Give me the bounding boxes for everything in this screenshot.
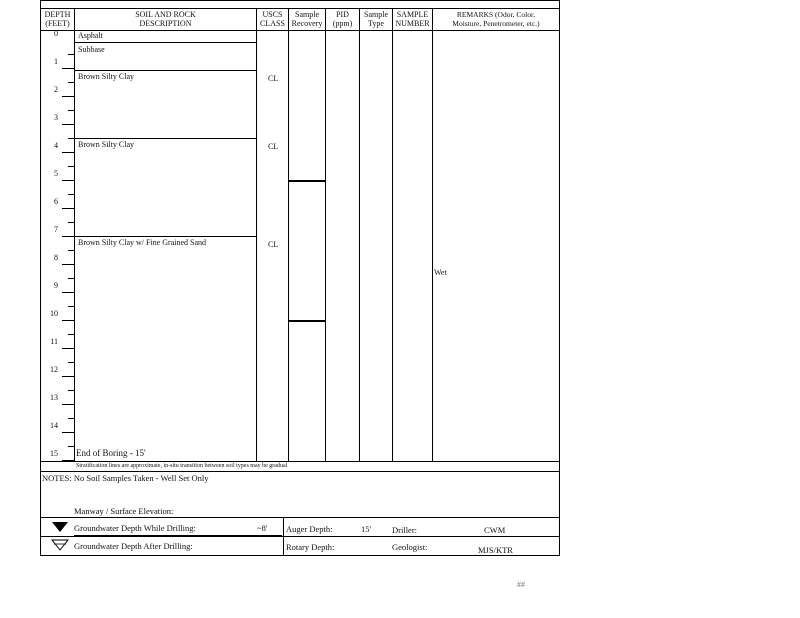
depth-tick [62,376,74,377]
footer-mid-line [40,536,560,537]
uscs-class-1: CL [268,74,279,83]
header-recovery: Sample Recovery [291,10,323,28]
depth-tick [62,96,74,97]
col-sep-pid [359,8,360,461]
layer-line-subbase [75,70,256,71]
depth-tick [62,264,74,265]
depth-minor-tick [68,194,74,195]
driller-label: Driller: [392,525,418,535]
depth-minor-tick [68,418,74,419]
depth-minor-tick [68,166,74,167]
stratification-footnote: Stratification lines are approximate, in-situ transition between soil types may be gradual [76,463,288,469]
layer-desc-clay-sand: Brown Silty Clay w/ Fine Grained Sand [78,238,206,247]
header-divider [40,8,560,9]
depth-mark: 5 [54,169,58,178]
layer-desc-end: End of Boring - 15' [76,448,146,458]
depth-tick [62,292,74,293]
depth-tick [62,208,74,209]
depth-minor-tick [68,446,74,447]
rotary-label: Rotary Depth: [286,542,335,552]
layer-line-clay-2 [75,236,256,237]
col-sep-uscs [288,8,289,461]
gw-while-label: Groundwater Depth While Drilling: [74,523,196,533]
notes-top-line [40,471,560,472]
depth-minor-tick [68,362,74,363]
header-pid: PID (ppm) [332,10,353,28]
header-soil-desc: SOIL AND ROCK DESCRIPTION [135,10,196,28]
header-bottom [40,30,560,31]
geologist-value: MJS/KTR [478,545,513,555]
header-number: SAMPLE NUMBER [395,10,430,28]
depth-minor-tick [68,334,74,335]
layer-line-clay-1 [75,138,256,139]
top-border [40,0,560,1]
recovery-mark-2 [288,320,325,322]
driller-value: CWM [484,525,506,535]
table-bottom-line [40,461,560,462]
depth-minor-tick [68,222,74,223]
depth-tick [62,348,74,349]
header-uscs: USCS CLASS [260,10,285,28]
uscs-class-3: CL [268,240,279,249]
depth-minor-tick [68,54,74,55]
depth-minor-tick [68,390,74,391]
footer-bottom-line [40,555,560,556]
depth-minor-tick [68,278,74,279]
depth-minor-tick [68,306,74,307]
depth-tick [62,68,74,69]
depth-minor-tick [68,110,74,111]
auger-value: 15' [361,524,372,534]
depth-mark: 1 [54,57,58,66]
header-depth: DEPTH (FEET) [44,10,71,28]
depth-tick [62,236,74,237]
col-sep-type [392,8,393,461]
depth-minor-tick [68,250,74,251]
col-sep-depth [74,8,75,461]
depth-mark: 7 [54,225,58,234]
layer-desc-clay-2: Brown Silty Clay [78,140,135,149]
depth-mark: 9 [54,281,58,290]
header-remarks: REMARKS (Odor, Color, Moisture, Penetrometer, etc.) [452,10,540,28]
geologist-label: Geologist: [392,542,428,552]
remark-wet: Wet [434,268,447,277]
depth-minor-tick [68,82,74,83]
uscs-class-2: CL [268,142,279,151]
depth-mark: 14 [50,421,58,430]
depth-tick [62,152,74,153]
auger-label: Auger Depth: [286,524,333,534]
layer-line-asphalt [75,42,256,43]
layer-desc-asphalt: Asphalt [78,31,103,40]
depth-mark: 13 [50,393,58,402]
depth-mark: 8 [54,253,58,262]
layer-desc-subbase: Subbase [78,45,105,54]
manway-label: Manway / Surface Elevation: [74,506,174,516]
depth-minor-tick [68,138,74,139]
gw-after-icon [51,538,69,556]
col-sep-recovery [325,8,326,461]
col-sep-desc [256,8,257,461]
gw-while-value: ~8' [257,523,268,533]
depth-tick [62,404,74,405]
depth-mark: 3 [54,113,58,122]
depth-mark: 12 [50,365,58,374]
gw-after-label: Groundwater Depth After Drilling: [74,541,193,551]
layer-desc-clay-1: Brown Silty Clay [78,72,135,81]
depth-mark: 0 [54,29,58,38]
depth-mark: 11 [50,337,58,346]
footer-top-line [40,517,560,518]
page-marker: ## [517,580,525,589]
header-type: Sample Type [364,10,388,28]
depth-mark: 15 [50,449,58,458]
depth-mark: 4 [54,141,58,150]
depth-mark: 10 [50,309,58,318]
depth-tick [62,320,74,321]
notes-text: NOTES: No Soil Samples Taken - Well Set Only [42,473,209,483]
depth-mark: 6 [54,197,58,206]
depth-mark: 2 [54,85,58,94]
recovery-mark-1 [288,180,325,182]
depth-tick [62,124,74,125]
depth-tick [62,180,74,181]
depth-tick [62,432,74,433]
col-sep-number [432,8,433,461]
